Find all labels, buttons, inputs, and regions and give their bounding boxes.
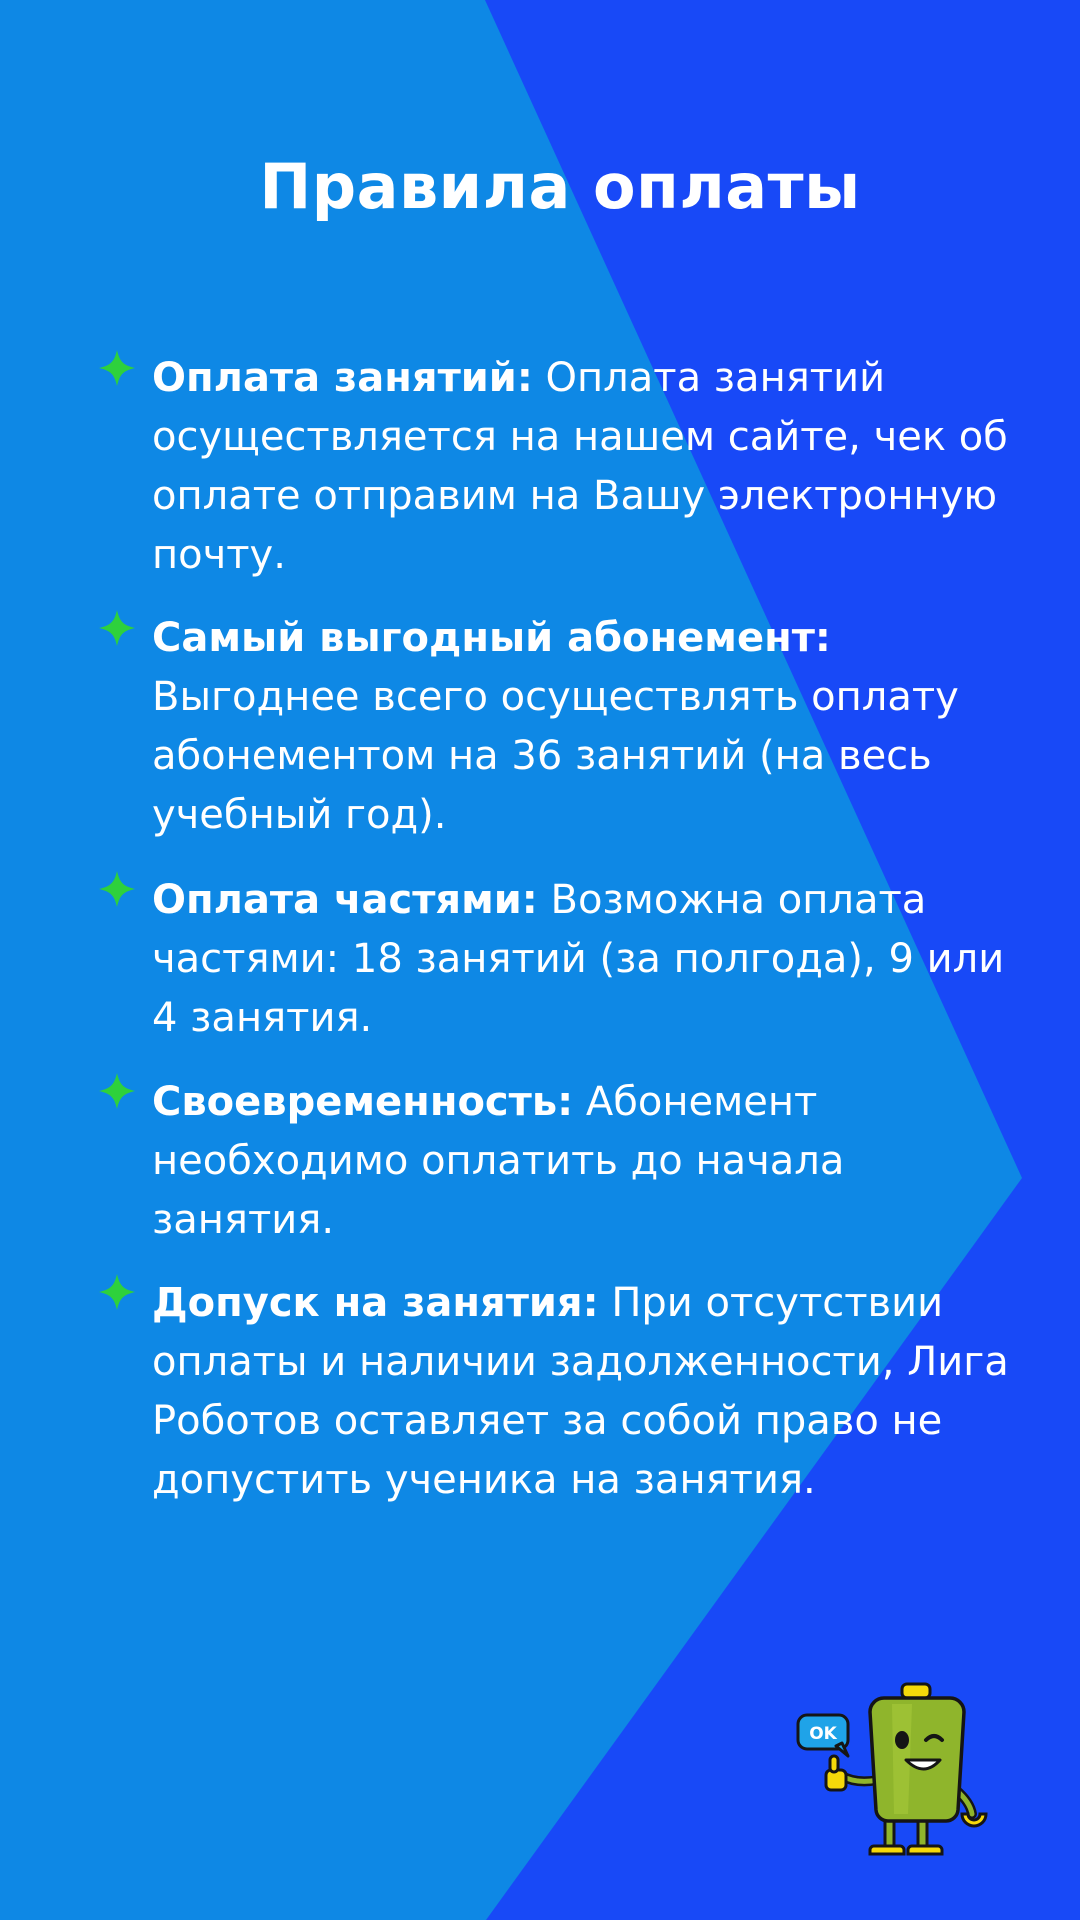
rule-best-subscription bbox=[152, 609, 1012, 845]
rule-text: Возможна оплата частями: 18 занятий (за полгода), 9 или 4 занятия. bbox=[152, 877, 1005, 1041]
rule-heading: Самый выгодный абонемент: bbox=[152, 615, 831, 661]
rule-payment bbox=[152, 349, 1012, 585]
rule-text: При отсутствии оплаты и наличии задолженности, Лига Роботов оставляет за собой право не допустить ученика на занятия. bbox=[152, 1280, 1009, 1503]
green-sparkle-icon bbox=[99, 1274, 135, 1310]
rule-text: Оплата занятий осуществляется на нашем сайте, чек об оплате отправим на Вашу электронную почту. bbox=[152, 355, 1008, 578]
rule-text: Выгоднее всего осуществлять оплату абонементом на 36 занятий (на весь учебный год). bbox=[152, 674, 959, 838]
rule-admission bbox=[152, 1274, 1012, 1510]
rule-heading: Оплата частями: bbox=[152, 877, 538, 923]
green-sparkle-icon bbox=[99, 1073, 135, 1109]
rule-timeliness bbox=[152, 1073, 1012, 1250]
robot-mascot-icon bbox=[790, 1680, 1000, 1860]
page-title: Правила оплаты bbox=[259, 150, 861, 223]
green-sparkle-icon bbox=[99, 871, 135, 907]
rule-heading: Оплата занятий: bbox=[152, 355, 533, 401]
speech-bubble bbox=[798, 1715, 848, 1756]
green-sparkle-icon bbox=[99, 610, 135, 646]
green-sparkle-icon bbox=[99, 350, 135, 386]
speech-bubble-text: OK bbox=[809, 1724, 837, 1744]
rule-heading: Допуск на занятия: bbox=[152, 1280, 599, 1326]
rule-installments bbox=[152, 871, 1012, 1048]
rule-text: Абонемент необходимо оплатить до начала занятия. bbox=[152, 1079, 845, 1243]
rule-heading: Своевременность: bbox=[152, 1079, 574, 1125]
